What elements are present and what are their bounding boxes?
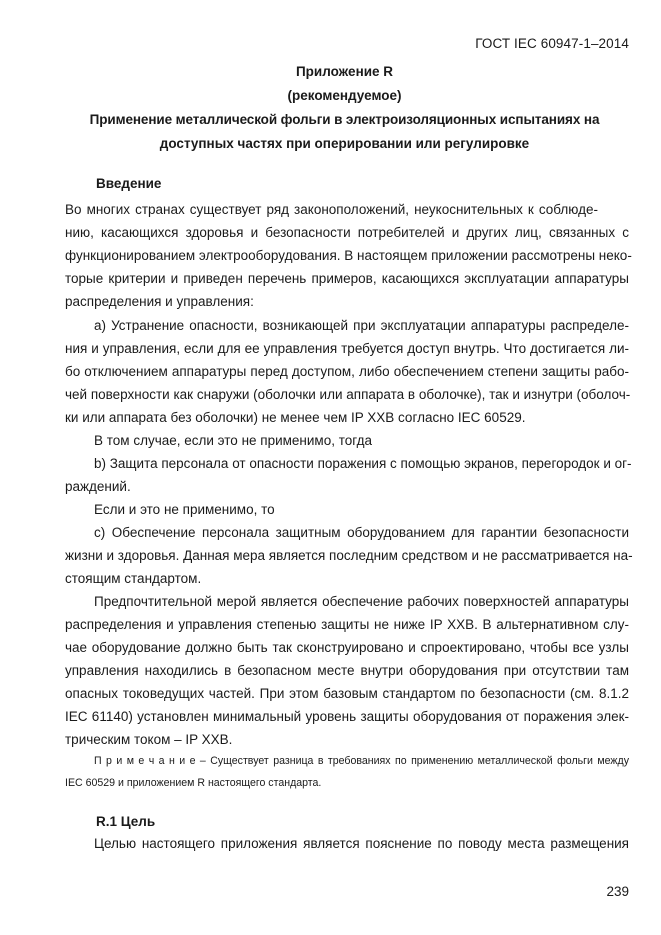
paragraph-1 <box>65 198 632 313</box>
text-line: управления находились в безопасном месте внутри оборудования при отсутствии там <box>65 663 629 678</box>
text-line: жизни и здоровья. Данная мера является последним средством и не рассматривается на- <box>65 548 633 563</box>
paragraph-r1 <box>65 832 629 855</box>
section-heading-introduction: Введение <box>96 176 162 191</box>
note-label: П р и м е ч а н и е <box>94 755 196 767</box>
text-line: чей поверхности как снаружи (оболочки или аппарата в оболочке), так и изнутри (оболоч- <box>65 387 631 402</box>
note-text: – Существует разница в требованиях по применению металлической фольги между <box>195 755 629 767</box>
section-heading-r1: R.1 Цель <box>96 814 156 829</box>
text-line: бо отключением аппаратуры перед доступом, либо обеспечением степени защиты рабо- <box>65 364 629 379</box>
text-line: Целью настоящего приложения является пояснение по поводу места размещения <box>94 836 629 851</box>
text-line: функционированием электрооборудования. В настоящем приложении рассмотрены неко- <box>65 248 632 263</box>
text-line: а) Устранение опасности, возникающей при эксплуатации аппаратуры распределе- <box>94 318 629 333</box>
text-line: с) Обеспечение персонала защитным оборудованием для гарантии безопасности <box>94 525 629 540</box>
paragraph-preferred-measure <box>65 590 629 751</box>
annex-title-block <box>60 60 629 156</box>
text-line: нию, касающихся здоровья и безопасности потребителей и других лиц, связанных с <box>65 225 629 240</box>
text-line: Если и это не применимо, то <box>94 502 275 517</box>
text-line: стоящим стандартом. <box>65 571 202 586</box>
text-line: ния и управления, если для ее управления требуется доступ внутрь. Что достигается ли- <box>65 341 629 356</box>
text-line: распределения и управления степенью защиты не ниже IP XXB. В альтернативном слу- <box>65 617 629 632</box>
paragraph-b <box>65 452 632 498</box>
text-line: IEC 61140) установлен минимальный уровень защиты оборудования от поражения элек- <box>65 709 629 724</box>
text-line: Предпочтительной мерой является обеспечение рабочих поверхностей аппаратуры <box>94 594 629 609</box>
text-line: ки или аппарата без оболочки) не менее чем IP XXB согласно IEC 60529. <box>65 410 526 425</box>
paragraph-a <box>65 314 629 429</box>
text-line: чае оборудование должно быть так сконструировано и спроектировано, чтобы все узлы <box>65 640 629 655</box>
note-line-1 <box>65 750 629 772</box>
annex-heading-line-1: Применение металлической фольги в электроизоляционных испытаниях на <box>89 112 600 127</box>
paragraph-c <box>65 521 633 590</box>
annex-title: Приложение R <box>295 64 394 79</box>
paragraph-if-not-applicable-1 <box>65 429 629 452</box>
text-line: опасных токоведущих частей. При этом базовым стандартом по безопасности (см. 8.1.2 <box>65 686 629 701</box>
text-line: раждений. <box>65 479 131 494</box>
annex-heading-line-2: доступных частях при оперировании или регулировке <box>159 136 530 151</box>
text-line: распределения и управления: <box>65 294 254 309</box>
document-standard-header: ГОСТ IEC 60947-1–2014 <box>475 36 629 51</box>
text-line: торые критерии и приведен перечень примеров, касающихся эксплуатации аппаратуры <box>65 271 629 286</box>
paragraph-if-not-applicable-2 <box>65 498 629 521</box>
note <box>65 750 629 794</box>
text-line: Во многих странах существует ряд законоположений, неукоснительных к соблюде- <box>65 202 598 217</box>
text-line: b) Защита персонала от опасности поражения с помощью экранов, перегородок и ог- <box>94 456 632 471</box>
text-line: трическим током – IP XXB. <box>65 732 233 747</box>
note-line-2: IEC 60529 и приложением R настоящего стандарта. <box>65 777 322 789</box>
text-line: В том случае, если это не применимо, тогда <box>94 433 372 448</box>
annex-status: (рекомендуемое) <box>287 88 402 103</box>
page-number: 239 <box>606 884 629 899</box>
